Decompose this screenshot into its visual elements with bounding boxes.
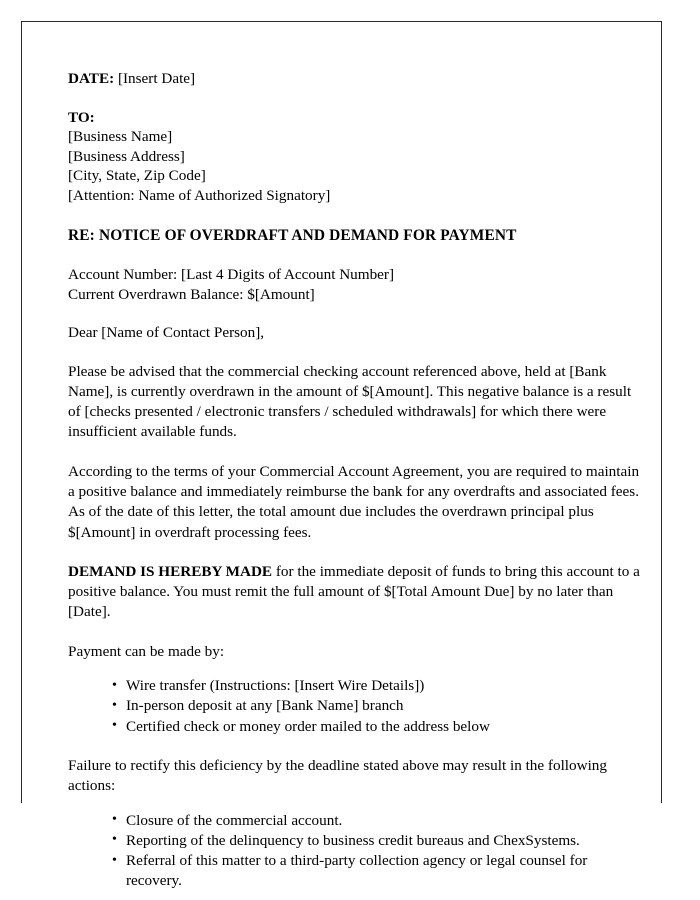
recipient-business-address: [Business Address] xyxy=(68,147,185,165)
list-item: • In-person deposit at any [Bank Name] branch xyxy=(112,696,644,716)
recipient-city-state-zip: [City, State, Zip Code] xyxy=(68,167,206,184)
date-line xyxy=(68,69,644,89)
consequences-list xyxy=(68,811,644,892)
subject-heading: RE: NOTICE OF OVERDRAFT AND DEMAND FOR PAYMENT xyxy=(68,227,517,244)
list-item: • Reporting of the delinquency to business credit bureaus and ChexSystems. xyxy=(112,831,644,851)
spacer xyxy=(68,246,644,265)
spacer xyxy=(68,89,644,108)
demand-bold-lead: DEMAND IS HEREBY MADE xyxy=(68,562,273,580)
account-number-line: Account Number: [Last 4 Digits of Account Number] xyxy=(68,266,395,283)
spacer xyxy=(68,205,644,226)
spacer xyxy=(68,662,644,676)
demand-rest: for the immediate deposit of funds to bring this account to a positive balance. You must remit the full amount of $[Total Amount Due] by no later than [Date]. xyxy=(68,562,640,621)
recipient-attention: [Attention: Name of Authorized Signatory] xyxy=(68,186,331,204)
paragraph-account-agreement: According to the terms of your Commercial Account Agreement, you are required to maintain a positive balance and immediately reimburse the bank for any overdrafts and associated fees. As of the date of this letter, the total amount due includes the overdrawn principal plus $[Amount] in overdraft processing fees. xyxy=(68,462,640,541)
recipient-business-name: [Business Name] xyxy=(68,128,173,145)
spacer xyxy=(68,737,644,756)
list-item: • Closure of the commercial account. xyxy=(112,811,644,831)
paragraph-demand xyxy=(68,562,644,623)
spacer xyxy=(68,623,644,642)
spacer xyxy=(68,443,644,462)
list-item: • Referral of this matter to a third-party collection agency or legal counsel for recovery. xyxy=(112,851,644,892)
spacer xyxy=(68,543,644,562)
date-value: [Insert Date] xyxy=(117,70,196,87)
date-label: DATE: xyxy=(68,70,115,87)
spacer xyxy=(68,304,644,323)
document-page xyxy=(21,21,662,890)
paragraph-overdraft-notice: Please be advised that the commercial checking account referenced above, held at [Bank Name], is currently overdrawn in the amount of $[Amount]. This negative balance is a result of [checks presented / electronic transfers / scheduled withdrawals] for which there were insufficient available funds. xyxy=(68,362,632,441)
payment-methods-list xyxy=(68,676,644,737)
list-item: • Wire transfer (Instructions: [Insert Wire Details]) xyxy=(112,676,644,696)
to-label: TO: xyxy=(68,108,95,126)
paragraph-failure-to-rectify: Failure to rectify this deficiency by the deadline stated above may result in the following actions: xyxy=(68,756,607,795)
salutation: Dear [Name of Contact Person], xyxy=(68,324,265,341)
overdrawn-balance-line: Current Overdrawn Balance: $[Amount] xyxy=(68,285,315,303)
spacer xyxy=(68,797,644,811)
payment-intro: Payment can be made by: xyxy=(68,642,225,660)
list-item: • Certified check or money order mailed to the address below xyxy=(112,717,644,737)
spacer xyxy=(68,343,644,362)
letter-content xyxy=(68,69,644,892)
